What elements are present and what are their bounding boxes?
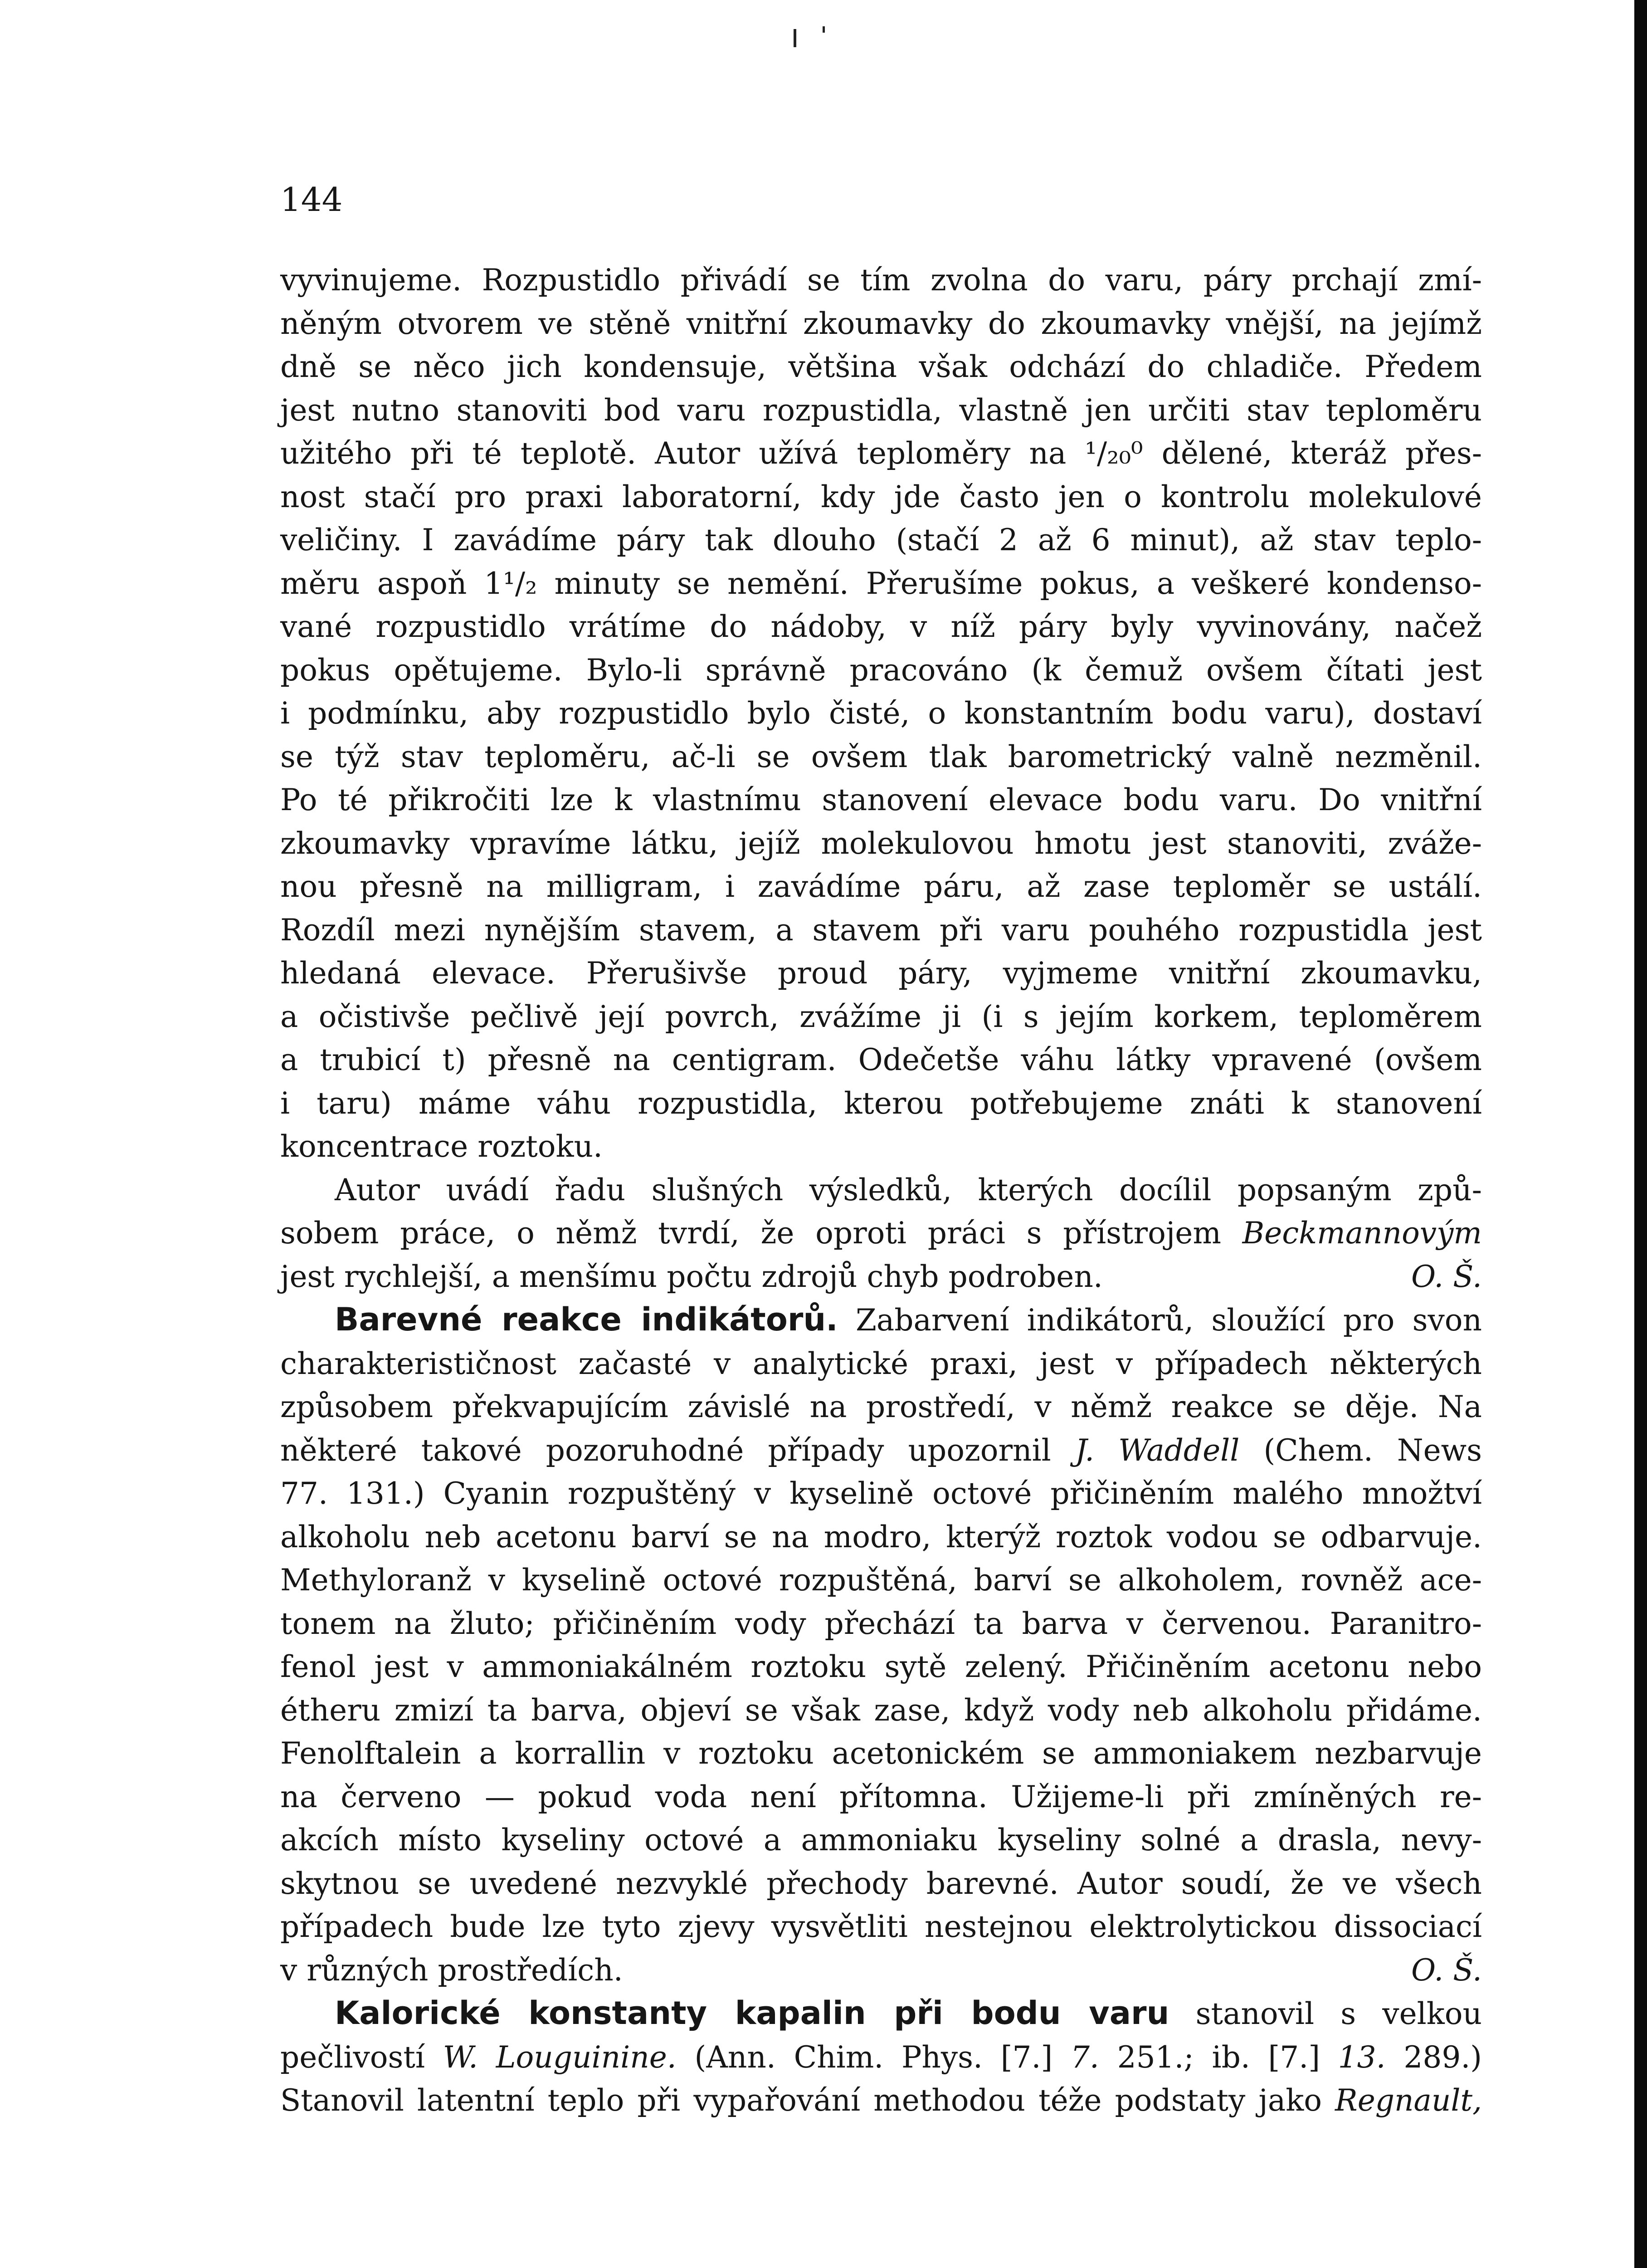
text-segment: jest rychlejší, a menšímu počtu zdrojů chyb podroben. xyxy=(280,1259,1103,1294)
italic-name: Beckmannovým xyxy=(1242,1216,1482,1251)
text-line: i taru) máme váhu rozpustidla, kterou potřebujeme znáti k stanovení xyxy=(280,1085,1482,1121)
text-line: tonem na žluto; přičiněním vody přechází ta barva v červenou. Paranitro- xyxy=(280,1606,1482,1641)
text-line: užitého při té teplotě. Autor užívá teploměry na ¹/₂₀⁰ dělené, kteráž přes- xyxy=(280,436,1482,471)
citation: (Chem. News xyxy=(1263,1432,1482,1468)
text-line: vané rozpustidlo vrátíme do nádoby, v níž páry byly vyvinovány, načež xyxy=(280,609,1482,644)
text-line: skytnou se uvedené nezvyklé přechody barevné. Autor soudí, že ve všech xyxy=(280,1866,1482,1901)
text-line: alkoholu neb acetonu barví se na modro, kterýž roztok vodou se odbarvuje. xyxy=(280,1519,1482,1554)
scan-speck xyxy=(823,26,825,33)
text-line: zkoumavky vpravíme látku, jejíž molekulovou hmotu jest stanoviti, zvážе- xyxy=(280,826,1482,861)
text-line xyxy=(280,1298,1482,1342)
text-line: pokus opětujeme. Bylo-li správně pracováno (k čemuž ovšem čítati jest xyxy=(280,652,1482,688)
text-line: étheru zmizí ta barva, objeví se však zase, když vody neb alkoholu přidáme. xyxy=(280,1692,1482,1728)
text-line xyxy=(280,1212,1482,1255)
author-signature: O. Š. xyxy=(1411,1259,1482,1294)
text-line: na červeno — pokud voda není přítomna. Užijeme-li při zmíněných re- xyxy=(280,1779,1482,1814)
text-line: veličiny. I zavádíme páry tak dlouho (stačí 2 až 6 minut), až stav teplo- xyxy=(280,523,1482,557)
text-line xyxy=(280,1255,1482,1299)
paragraph-author-results xyxy=(280,1168,1482,1299)
section-heading: Barevné reakce indikátorů. xyxy=(335,1301,838,1338)
text-segment: stanovil s velkou xyxy=(1195,1996,1482,2031)
text-line: Fenolftalein a korrallin v roztoku acetonickém se ammoniakem nezbarvuje xyxy=(280,1736,1482,1771)
text-line: Rozdíl mezi nynějším stavem, a stavem při varu pouhého rozpustidla jest xyxy=(280,912,1482,948)
text-line: nou přesně na milligram, i zavádíme páru, až zase teploměr se ustálí. xyxy=(280,869,1482,904)
section-barevne-reakce xyxy=(280,1298,1482,1992)
italic-author: J. Waddell xyxy=(1075,1432,1240,1468)
scan-speck xyxy=(794,29,796,47)
italic-name: Regnault, xyxy=(1335,2083,1482,2118)
italic-author: W. Louguinine. xyxy=(443,2039,677,2075)
text-line: charakterističnost začasté v analytické praxi, jest v případech některých xyxy=(280,1346,1482,1381)
text-line: a trubicí t) přesně na centigram. Odečetše váhu látky vpravené (ovšem xyxy=(280,1042,1482,1077)
text-segment: Zabarvení indikátorů, sloužící pro svon xyxy=(856,1303,1482,1338)
text-line: případech bude lze tyto zjevy vysvětliti nestejnou elektrolytickou dissociací xyxy=(280,1909,1482,1944)
italic-volume: 13. xyxy=(1338,2039,1386,2075)
scan-edge-right xyxy=(1634,0,1647,2268)
text-segment: pečlivostí xyxy=(280,2039,425,2075)
text-line: hledaná elevace. Přerušivše proud páry, vyjmeme vnitřní zkoumavku, xyxy=(280,956,1482,991)
text-line xyxy=(280,1949,1482,1992)
text-line xyxy=(280,2036,1482,2079)
text-line: způsobem překvapujícím závislé na prostředí, v němž reakce se děje. Na xyxy=(280,1389,1482,1424)
text-line xyxy=(280,1429,1482,1472)
text-line: měru aspoň 1¹/₂ minuty se nemění. Přerušíme pokus, a veškeré kondenso- xyxy=(280,566,1482,601)
text-line: koncentrace roztoku. xyxy=(280,1129,603,1164)
text-line: Autor uvádí řadu slušných výsledků, kterých docílil popsaným způ- xyxy=(335,1172,1482,1207)
text-segment: některé takové pozoruhodné případy upozornil xyxy=(280,1432,1051,1468)
text-line xyxy=(280,2079,1482,2122)
text-line: jest nutno stanoviti bod varu rozpustidla, vlastně jen určiti stav teploměru xyxy=(280,392,1482,428)
text-line: se týž stav teploměru, ač-li se ovšem tlak barometrický valně nezměnil. xyxy=(280,739,1482,774)
text-line: dně se něco jich kondensuje, většina však odchází do chladiče. Předem xyxy=(280,349,1482,384)
text-line: Methyloranž v kyselině octové rozpuštěná, barví se alkoholem, rovněž ace- xyxy=(280,1563,1482,1598)
italic-volume: 7. xyxy=(1070,2039,1099,2075)
text-line: i podmínku, aby rozpustidlo bylo čisté, o konstantním bodu varu), dostaví xyxy=(280,696,1482,731)
text-line: 77. 131.) Cyanin rozpuštěný v kyselině octové přičiněním malého množtví xyxy=(280,1476,1482,1511)
text-line: a očistivše pečlivě její povrch, zvážíme ji (i s jejím korkem, teploměrem xyxy=(280,999,1482,1034)
text-line: nost stačí pro praxi laboratorní, kdy jde často jen o kontrolu molekulové xyxy=(280,479,1482,514)
text-segment: sobem práce, o němž tvrdí, že oproti práci s přístrojem xyxy=(280,1216,1221,1251)
paragraph-continuation xyxy=(280,259,1482,1168)
text-segment: 289.) xyxy=(1403,2039,1482,2075)
author-signature: O. Š. xyxy=(1411,1952,1482,1988)
text-line: fenol jest v ammoniakálném roztoku sytě zelený. Přičiněním acetonu nebo xyxy=(280,1649,1482,1684)
text-line: vyvinujeme. Rozpustidlo přivádí se tím zvolna do varu, páry prchají zmí- xyxy=(280,263,1482,298)
page-body xyxy=(280,259,1482,2122)
text-segment: v různých prostředích. xyxy=(280,1952,623,1988)
text-segment: 251.; ib. [7.] xyxy=(1117,2039,1320,2075)
text-line xyxy=(280,1992,1482,2036)
text-line: něným otvorem ve stěně vnitřní zkoumavky do zkoumavky vnější, na jejímž xyxy=(280,306,1482,341)
text-segment: (Ann. Chim. Phys. [7.] xyxy=(694,2039,1053,2075)
section-kaloricke-konstanty xyxy=(280,1992,1482,2122)
text-line: Po té přikročiti lze k vlastnímu stanovení elevace bodu varu. Do vnitřní xyxy=(280,782,1482,817)
text-line: akcích místo kyseliny octové a ammoniaku kyseliny solné a drasla, nevy- xyxy=(280,1823,1482,1857)
page-number: 144 xyxy=(280,181,343,219)
text-segment: Stanovil latentní teplo při vypařování methodou téže podstaty jako xyxy=(280,2083,1322,2118)
section-heading: Kalorické konstanty kapalin při bodu varu xyxy=(335,1994,1169,2032)
